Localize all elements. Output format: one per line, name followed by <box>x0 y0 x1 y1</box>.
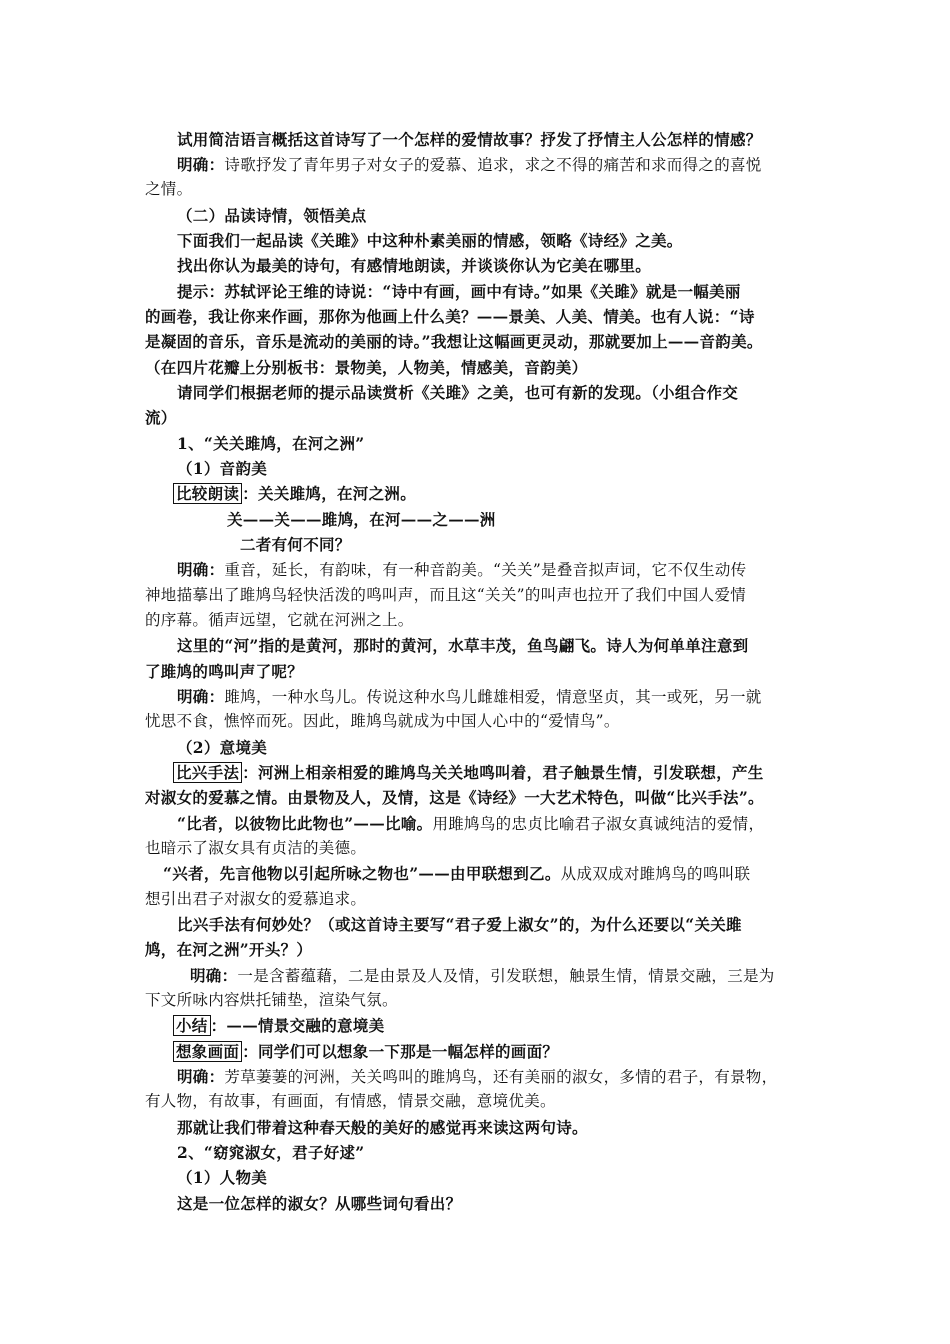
answer-label: 明确： <box>177 687 225 706</box>
text-line: 有人物，有故事，有画面，有情感，情景交融，意境优美。 <box>145 1092 556 1110</box>
boxed-term-text: ：关关雎鸠，在河之洲。 <box>242 484 417 503</box>
text-line: 神地描摹出了雎鸠鸟轻快活泼的鸣叫声，而且这“关关”的叫声也拉开了我们中国人爱情 <box>145 586 747 604</box>
text-line: 那就让我们带着这种春天般的美好的感觉再来读这两句诗。 <box>177 1118 588 1137</box>
text-line <box>177 811 847 837</box>
section-heading: （二）品读诗情，领悟美点 <box>177 206 367 225</box>
definition-text: “比者，以彼物比此物也”——比喻。 <box>177 814 433 833</box>
boxed-term: 比兴手法 <box>173 762 242 783</box>
subsection-heading: （1）音韵美 <box>177 459 268 478</box>
text-line: 想引出君子对淑女的爱慕追求。 <box>145 890 367 908</box>
answer-text: 重音，延长，有韵味，有一种音韵美。“关关”是叠音拟声词，它不仅生动传 <box>224 561 747 579</box>
question-line: 比兴手法有何妙处？（或这首诗主要写“君子爱上淑女”的，为什么还要以“关关雎 <box>177 915 742 934</box>
boxed-term-text: ：同学们可以想象一下那是一幅怎样的画面？ <box>242 1042 559 1061</box>
text-line <box>163 861 833 887</box>
question-line: 鸠，在河之洲”开头？） <box>145 940 313 959</box>
explanation-text: 从成双成对雎鸠鸟的鸣叫联 <box>560 865 751 883</box>
question-line: 这是一位怎样的淑女？从哪些词句看出？ <box>177 1194 462 1213</box>
question-line: 试用简洁语言概括这首诗写了一个怎样的爱情故事？抒发了抒情主人公怎样的情感？ <box>177 130 762 149</box>
poem-line-heading: 1、“关关雎鸠，在河之洲” <box>177 434 365 453</box>
answer-line <box>177 1064 847 1090</box>
text-line <box>173 1039 843 1064</box>
explanation-text: 用雎鸠鸟的忠贞比喻君子淑女真诚纯洁的爱情， <box>432 815 765 833</box>
text-line: 也暗示了淑女具有贞洁的美德。 <box>145 839 367 857</box>
answer-label: 明确： <box>177 155 225 174</box>
definition-text: “兴者，先言他物以引起所咏之物也”——由甲联想到乙。 <box>163 864 561 883</box>
text-line: 忧思不食，憔悴而死。因此，雎鸠鸟就成为中国人心中的“爱情鸟”。 <box>145 712 620 730</box>
text-line: 之情。 <box>145 180 193 198</box>
text-line: 下面我们一起品读《关雎》中这种朴素美丽的情感，领略《诗经》之美。 <box>177 231 683 250</box>
hint-line: 提示：苏轼评论王维的诗说：“诗中有画，画中有诗。”如果《关雎》就是一幅美丽 <box>177 282 741 301</box>
boxed-term-text: ：河洲上相亲相爱的雎鸠鸟关关地鸣叫着，君子触景生情，引发联想，产生 <box>242 763 764 782</box>
answer-text: 芳草萋萋的河洲，关关鸣叫的雎鸠鸟，还有美丽的淑女，多情的君子，有景物， <box>224 1068 778 1086</box>
answer-line <box>190 963 860 989</box>
boxed-term: 小结 <box>173 1015 211 1036</box>
subsection-heading: （2）意境美 <box>177 738 268 757</box>
question-line: 二者有何不同？ <box>240 535 351 554</box>
text-line: 的序幕。循声远望，它就在河洲之上。 <box>145 611 414 629</box>
answer-line <box>177 557 847 583</box>
text-line: 流） <box>145 408 177 427</box>
answer-text: 一是含蓄蕴藉，二是由景及人及情，引发联想，触景生情，情景交融，三是为 <box>237 967 775 985</box>
hint-line: （在四片花瓣上分别板书：景物美，人物美，情感美，音韵美） <box>145 358 588 377</box>
answer-line <box>177 684 847 710</box>
summary-line <box>173 1013 843 1038</box>
text-line: 请同学们根据老师的提示品读赏析《关雎》之美，也可有新的发现。（小组合作交 <box>177 383 739 402</box>
text-line: 下文所咏内容烘托铺垫，渲染气氛。 <box>145 991 398 1009</box>
text-line <box>173 760 843 785</box>
answer-text: 雎鸠，一种水鸟儿。传说这种水鸟儿雌雄相爱，情意坚贞，其一或死，另一就 <box>224 688 762 706</box>
boxed-term-text: ：——情景交融的意境美 <box>210 1016 385 1035</box>
poem-line-heading: 2、“窈窕淑女，君子好逑” <box>177 1143 365 1162</box>
question-line: 这里的“河”指的是黄河，那时的黄河，水草丰茂，鱼鸟翩飞。诗人为何单单注意到 <box>177 636 749 655</box>
answer-label: 明确： <box>177 560 225 579</box>
boxed-term: 比较朗读 <box>173 483 242 504</box>
text-line: 找出你认为最美的诗句，有感情地朗读，并谈谈你认为它美在哪里。 <box>177 256 652 275</box>
answer-label: 明确： <box>190 966 238 985</box>
answer-line <box>177 152 847 178</box>
text-line: 对淑女的爱慕之情。由景物及人，及情，这是《诗经》一大艺术特色，叫做“比兴手法”。 <box>145 788 764 807</box>
question-line: 了雎鸠的鸣叫声了呢？ <box>145 662 304 681</box>
hint-line: 的画卷，我让你来作画，那你为他画上什么美？——景美、人美、情美。也有人说：“诗 <box>145 307 755 326</box>
reading-line: 关——关——雎鸠，在河——之——洲 <box>227 510 496 529</box>
hint-line: 是凝固的音乐，音乐是流动的美丽的诗。”我想让这幅画更灵动，那就要加上——音韵美。 <box>145 332 763 351</box>
subsection-heading: （1）人物美 <box>177 1168 268 1187</box>
boxed-term: 想象画面 <box>173 1041 242 1062</box>
answer-text: 诗歌抒发了青年男子对女子的爱慕、追求，求之不得的痛苦和求而得之的喜悦 <box>224 156 762 174</box>
text-line <box>173 481 843 506</box>
answer-label: 明确： <box>177 1067 225 1086</box>
